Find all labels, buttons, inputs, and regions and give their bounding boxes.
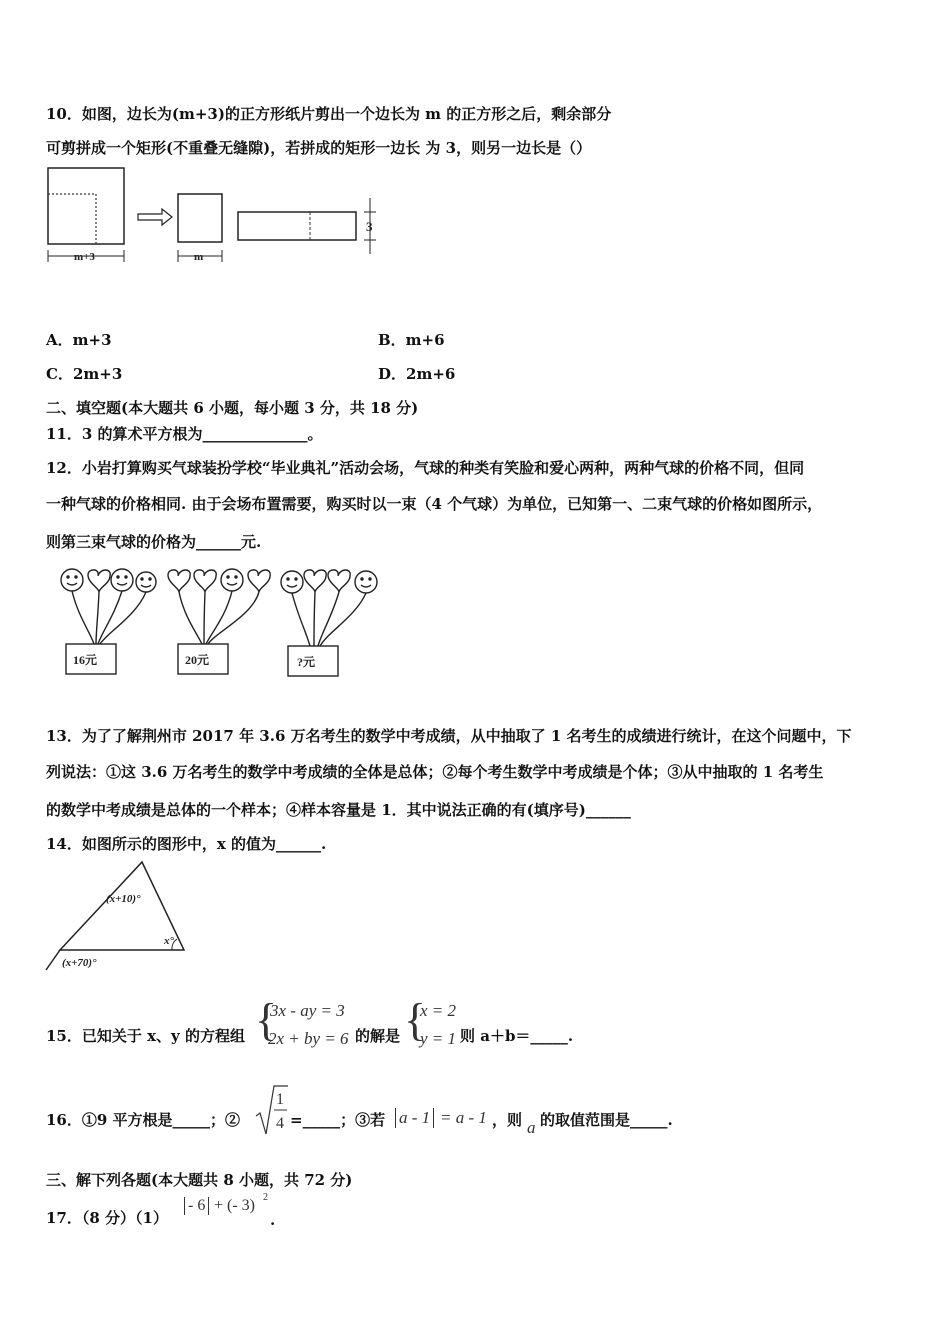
q10-line1: 10．如图，边长为(m+3)的正方形纸片剪出一个边长为 m 的正方形之后，剩余部分 — [46, 105, 612, 123]
q10-option-d: D．2m+6 — [378, 365, 456, 383]
q15-suffix: 则 a＋b＝_____. — [460, 1027, 574, 1045]
medium-square — [178, 194, 222, 242]
q16-part1: 16．①9 平方根是_____；② — [46, 1111, 241, 1129]
q16-variable-a: a — [527, 1118, 536, 1137]
q15-brace-left: { — [255, 994, 278, 1045]
fraction-denominator: 4 — [276, 1115, 284, 1132]
price-16: 16元 — [73, 653, 98, 667]
section3-heading: 三、解下列各题(本大题共 8 小题，共 72 分) — [46, 1171, 353, 1189]
big-square — [48, 168, 124, 244]
q17-abs-expression: - 6 — [184, 1197, 209, 1215]
section2-heading: 二、填空题(本大题共 6 小题，每小题 3 分，共 18 分) — [46, 399, 419, 417]
fraction-numerator: 1 — [276, 1091, 284, 1108]
q15-brace-right: { — [404, 994, 427, 1045]
angle-right-label: x° — [164, 935, 174, 947]
q12-line2: 一种气球的价格相同. 由于会场布置需要，购买时以一束（4 个气球）为单位，已知第一、二束气球的价格如图所示， — [46, 495, 823, 513]
q16-eq-expression: = a - 1 — [440, 1108, 487, 1127]
q15-prefix: 15．已知关于 x、y 的方程组 — [46, 1027, 245, 1045]
q10-option-b: B．m+6 — [378, 331, 445, 349]
label-m: m — [194, 251, 204, 263]
q15-eq1: 3x - ay = 3 — [270, 1001, 345, 1020]
label-m-plus-3: m+3 — [74, 251, 95, 263]
q15-middle: 的解是 — [355, 1027, 401, 1045]
q17-prefix: 17．（8 分）（1） — [46, 1209, 168, 1227]
balloon-bunch-3 — [281, 570, 377, 676]
q12-line1: 12．小岩打算购买气球装扮学校“毕业典礼”活动会场，气球的种类有笑脸和爱心两种，两种气球的价格不同，但同 — [46, 459, 805, 477]
q15-sol1: x = 2 — [420, 1001, 457, 1020]
q11: 11．3 的算术平方根为______________。 — [46, 425, 323, 443]
inner-square-dashed — [48, 194, 96, 244]
price-20: 20元 — [185, 653, 210, 667]
label-3: 3 — [366, 219, 373, 234]
price-unknown: ?元 — [297, 655, 316, 669]
q16-sqrt-fraction — [254, 1082, 290, 1138]
q10-figure — [44, 164, 394, 266]
q12-balloon-figure — [56, 566, 386, 682]
q10-option-a: A．m+3 — [46, 331, 112, 349]
q13-line3: 的数学中考成绩是总体的一个样本；④样本容量是 1．其中说法正确的有(填序号)______ — [46, 801, 631, 819]
q15-eq2: 2x + by = 6 — [268, 1029, 349, 1048]
q13-line2: 列说法：①这 3.6 万名考生的数学中考成绩的全体是总体；②每个考生数学中考成绩是个体；③从中抽取的 1 名考生 — [46, 763, 824, 781]
q10-line2: 可剪拼成一个矩形(不重叠无缝隙)，若拼成的矩形一边长 为 3，则另一边长是（） — [46, 139, 592, 157]
long-rectangle — [238, 212, 356, 240]
angle-top-label: (x+10)° — [106, 893, 141, 905]
q17-plus-term: + (- 3) — [214, 1197, 256, 1214]
q10-option-c: C．2m+3 — [46, 365, 123, 383]
q16-part2: =_____；③若 — [290, 1111, 386, 1129]
q16-part3: ，则 — [492, 1111, 523, 1129]
q16-part4: 的取值范围是_____. — [540, 1111, 673, 1129]
angle-exterior-label: (x+70)° — [62, 957, 97, 969]
q13-line1: 13．为了了解荆州市 2017 年 3.6 万名考生的数学中考成绩，从中抽取了 1 名考生的成绩进行统计，在这个问题中，下 — [46, 727, 852, 745]
q16-abs-expression: a - 1 — [395, 1108, 434, 1128]
arrow-icon — [138, 209, 172, 225]
balloon-bunch-2 — [168, 569, 270, 674]
q17-suffix: . — [270, 1211, 276, 1229]
q15-sol2: y = 1 — [420, 1029, 457, 1048]
q14-triangle-figure — [44, 858, 194, 974]
extended-side — [46, 950, 60, 970]
q12-line3: 则第三束气球的价格为______元. — [46, 533, 262, 551]
q14-text: 14．如图所示的图形中，x 的值为______. — [46, 835, 327, 853]
q17-exponent: 2 — [263, 1192, 268, 1203]
